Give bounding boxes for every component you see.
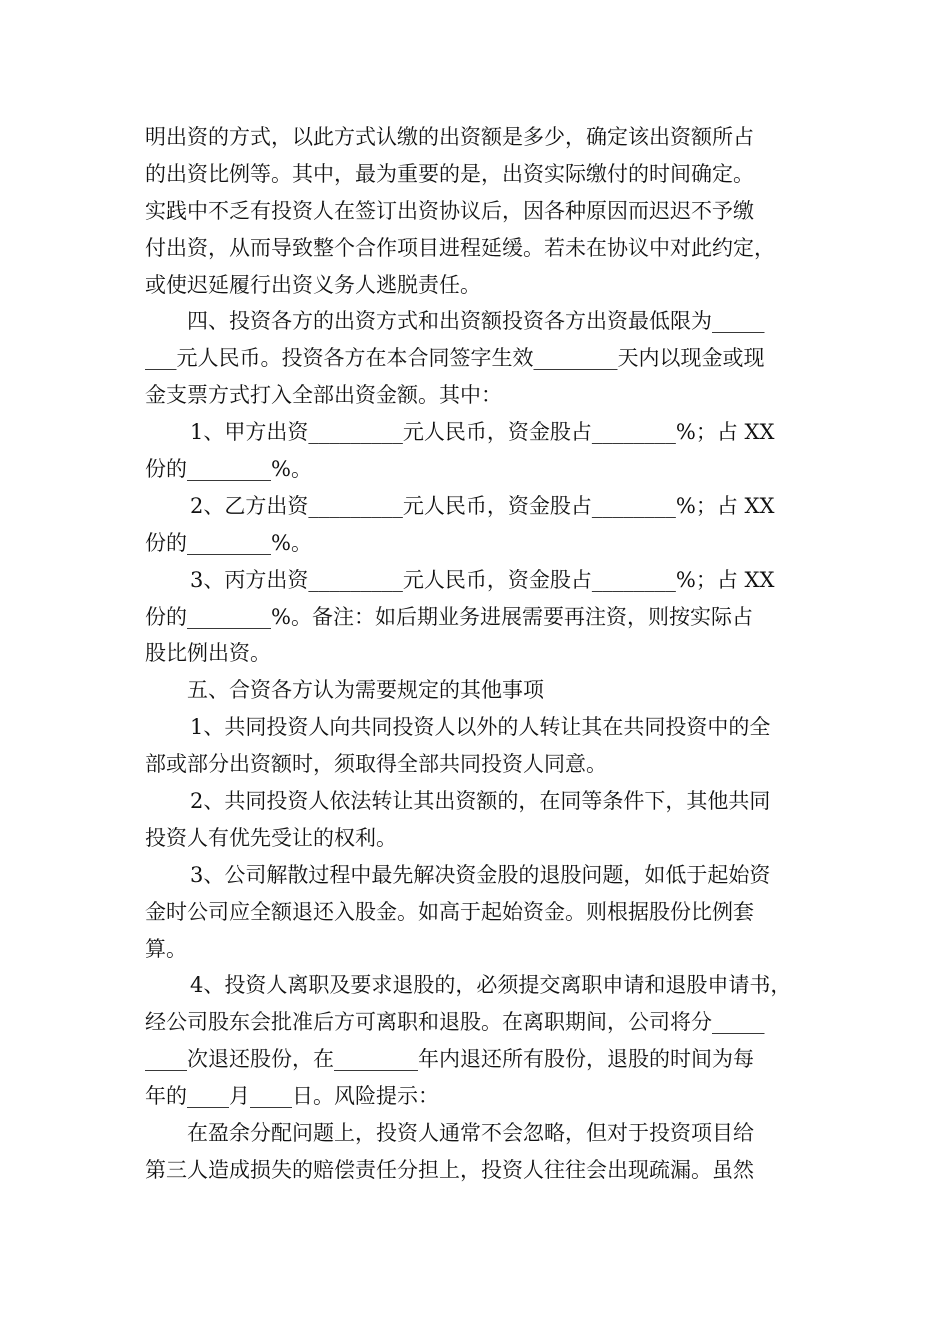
party-a-contribution: 1、甲方出资_________元人民币，资金股占________%；占 XX (190, 420, 775, 445)
section-four-heading: 四、投资各方的出资方式和出资额投资各方出资最低限为_____ (187, 309, 765, 334)
clause-2: 2、共同投资人依法转让其出资额的，在同等条件下，其他共同 (190, 789, 771, 814)
text-line-26: ____次退还股份，在________年内退还所有股份，退股的时间为每 (145, 1047, 754, 1072)
text-line-29: 第三人造成损失的赔偿责任分担上，投资人往往会出现疏漏。虽然 (145, 1157, 754, 1182)
section-five-heading: 五、合资各方认为需要规定的其他事项 (187, 678, 544, 703)
risk-paragraph: 在盈余分配问题上，投资人通常不会忽略，但对于投资项目给 (187, 1121, 754, 1146)
text-line-14: 份的________%。备注：如后期业务进展需要再注资，则按实际占 (145, 604, 753, 629)
clause-1: 1、共同投资人向共同投资人以外的人转让其在共同投资中的全 (190, 715, 771, 740)
text-line-23: 算。 (145, 936, 187, 961)
text-line-3: 实践中不乏有投资人在签订出资协议后，因各种原因而迟迟不予缴 (145, 198, 754, 223)
text-line-2: 的出资比例等。其中，最为重要的是，出资实际缴付的时间确定。 (145, 161, 754, 186)
clause-4: 4、投资人离职及要求退股的，必须提交离职申请和退股申请书， (190, 973, 792, 998)
text-line-7: ___元人民币。投资各方在本合同签字生效________天内以现金或现 (145, 346, 765, 371)
party-c-contribution: 3、丙方出资_________元人民币，资金股占________%；占 XX (190, 567, 775, 592)
text-line-10: 份的________%。 (145, 457, 312, 482)
clause-3: 3、公司解散过程中最先解决资金股的退股问题，如低于起始资 (190, 862, 771, 887)
text-line-22: 金时公司应全额退还入股金。如高于起始资金。则根据股份比例套 (145, 899, 754, 924)
text-line-15: 股比例出资。 (145, 641, 271, 666)
text-line-5: 或使迟延履行出资义务人逃脱责任。 (145, 272, 481, 297)
text-line-8: 金支票方式打入全部出资金额。其中： (145, 383, 502, 408)
text-line-20: 投资人有优先受让的权利。 (145, 825, 397, 850)
text-line-12: 份的________%。 (145, 530, 312, 555)
text-line-18: 部或部分出资额时，须取得全部共同投资人同意。 (145, 752, 607, 777)
text-line-4: 付出资，从而导致整个合作项目进程延缓。若未在协议中对此约定， (145, 235, 775, 260)
document-body (145, 119, 815, 1189)
text-line-27: 年的____月____日。风险提示： (145, 1084, 439, 1109)
text-line-1: 明出资的方式，以此方式认缴的出资额是多少，确定该出资额所占 (145, 125, 754, 149)
text-line-25: 经公司股东会批准后方可离职和退股。在离职期间，公司将分_____ (145, 1010, 765, 1035)
party-b-contribution: 2、乙方出资_________元人民币，资金股占________%；占 XX (190, 493, 775, 518)
